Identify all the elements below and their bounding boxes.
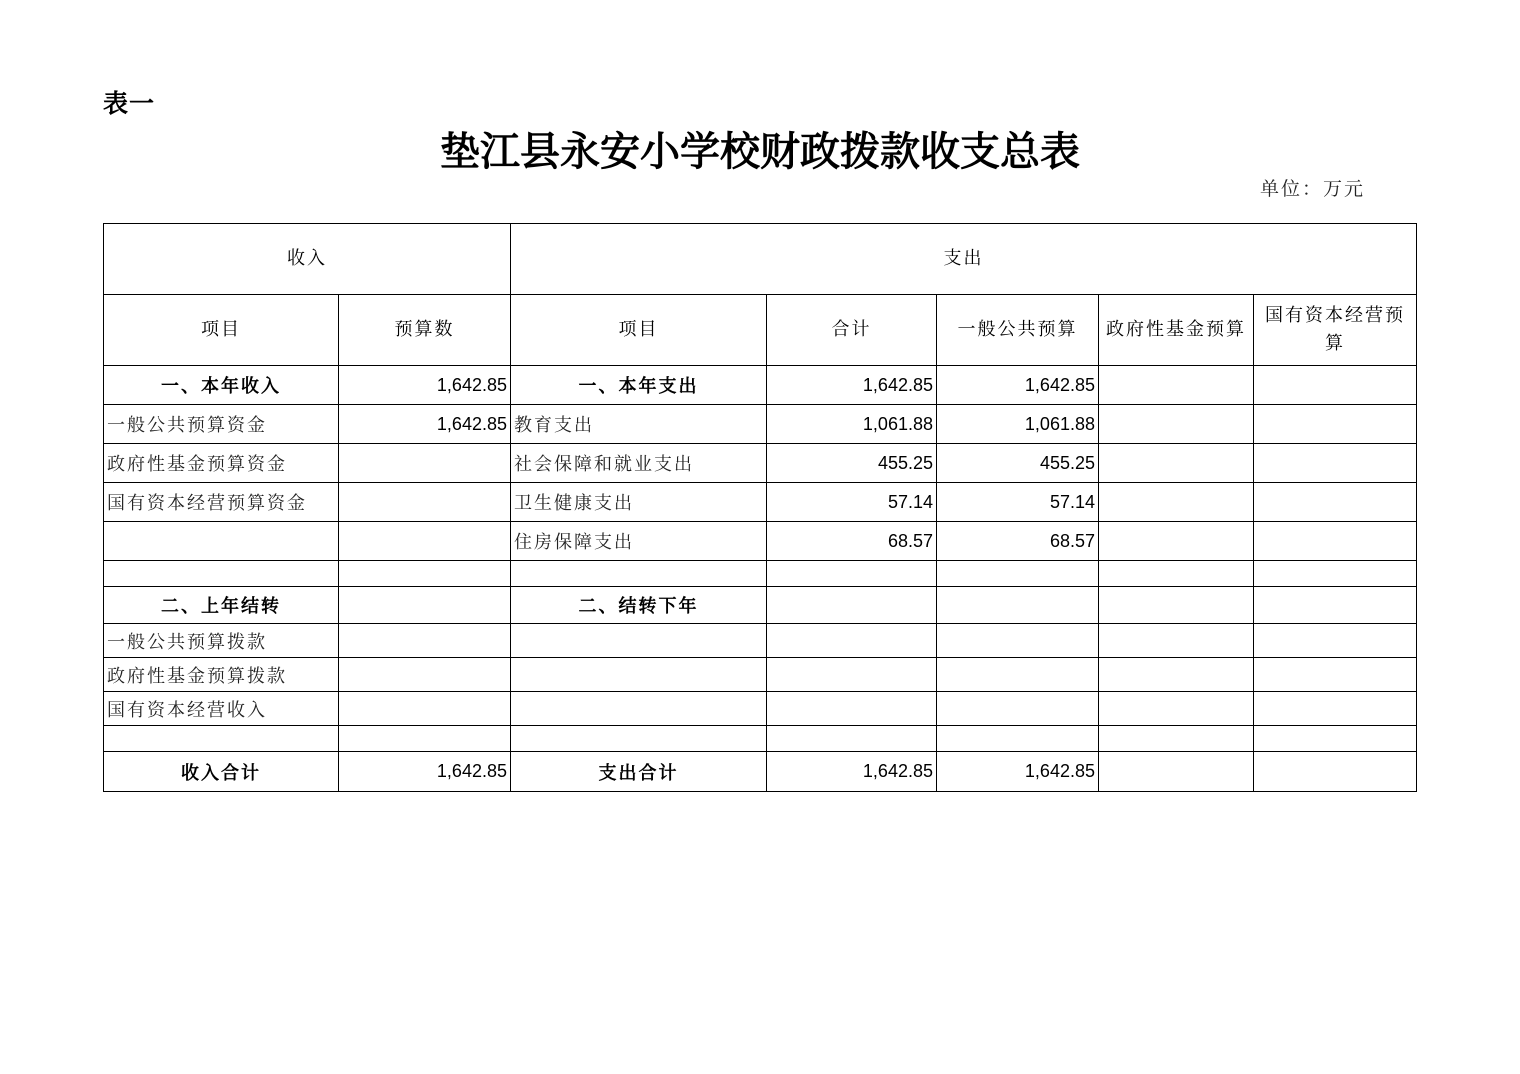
expense-capital xyxy=(1254,692,1417,726)
expense-capital xyxy=(1254,587,1417,624)
income-amount xyxy=(339,658,511,692)
income-item: 一、本年收入 xyxy=(104,366,339,405)
table-row xyxy=(104,483,1417,522)
expense-general: 57.14 xyxy=(937,483,1099,522)
expense-total: 1,642.85 xyxy=(767,366,937,405)
income-item xyxy=(104,522,339,561)
income-item xyxy=(104,726,339,752)
expense-total: 1,061.88 xyxy=(767,405,937,444)
income-item: 一般公共预算资金 xyxy=(104,405,339,444)
expense-capital xyxy=(1254,405,1417,444)
expense-general: 1,061.88 xyxy=(937,405,1099,444)
expense-fund-total xyxy=(1099,752,1254,792)
table-row xyxy=(104,444,1417,483)
expense-fund xyxy=(1099,561,1254,587)
expense-fund xyxy=(1099,658,1254,692)
gov-fund-header: 政府性基金预算 xyxy=(1099,295,1254,366)
income-total-amount: 1,642.85 xyxy=(339,752,511,792)
expense-header: 支出 xyxy=(511,224,1417,295)
income-total-label: 收入合计 xyxy=(104,752,339,792)
expense-fund xyxy=(1099,366,1254,405)
income-item xyxy=(104,561,339,587)
income-amount xyxy=(339,444,511,483)
header-row-columns xyxy=(104,295,1417,366)
table-row xyxy=(104,726,1417,752)
income-amount: 1,642.85 xyxy=(339,366,511,405)
expense-item xyxy=(511,726,767,752)
expense-item: 住房保障支出 xyxy=(511,522,767,561)
expense-capital-total xyxy=(1254,752,1417,792)
expense-total: 57.14 xyxy=(767,483,937,522)
expense-fund xyxy=(1099,692,1254,726)
expense-general xyxy=(937,561,1099,587)
expense-general: 68.57 xyxy=(937,522,1099,561)
income-amount xyxy=(339,561,511,587)
expense-capital xyxy=(1254,561,1417,587)
expense-general xyxy=(937,726,1099,752)
expense-general xyxy=(937,624,1099,658)
table-row xyxy=(104,366,1417,405)
totals-row xyxy=(104,752,1417,792)
expense-general xyxy=(937,587,1099,624)
expense-total-amount: 1,642.85 xyxy=(767,752,937,792)
expense-capital xyxy=(1254,726,1417,752)
income-amount xyxy=(339,483,511,522)
expense-general-total: 1,642.85 xyxy=(937,752,1099,792)
income-item: 国有资本经营预算资金 xyxy=(104,483,339,522)
expense-item xyxy=(511,658,767,692)
expense-general xyxy=(937,658,1099,692)
unit-label: 单位：万元 xyxy=(1260,178,1366,200)
income-amount xyxy=(339,522,511,561)
expense-total xyxy=(767,692,937,726)
budget-summary-table xyxy=(103,223,1417,792)
expense-fund xyxy=(1099,444,1254,483)
table-number: 表一 xyxy=(103,89,156,118)
income-amount xyxy=(339,692,511,726)
table-row xyxy=(104,658,1417,692)
expense-total xyxy=(767,561,937,587)
general-budget-header: 一般公共预算 xyxy=(937,295,1099,366)
table-row xyxy=(104,405,1417,444)
expense-capital xyxy=(1254,366,1417,405)
state-capital-header: 国有资本经营预算 xyxy=(1254,295,1417,366)
income-amount: 1,642.85 xyxy=(339,405,511,444)
header-row-top xyxy=(104,224,1417,295)
expense-item: 二、结转下年 xyxy=(511,587,767,624)
table-row xyxy=(104,587,1417,624)
expense-general: 1,642.85 xyxy=(937,366,1099,405)
expense-general xyxy=(937,692,1099,726)
expense-fund xyxy=(1099,726,1254,752)
expense-capital xyxy=(1254,483,1417,522)
expense-fund xyxy=(1099,624,1254,658)
expense-total xyxy=(767,624,937,658)
expense-capital xyxy=(1254,522,1417,561)
expense-total: 68.57 xyxy=(767,522,937,561)
expense-total: 455.25 xyxy=(767,444,937,483)
income-header: 收入 xyxy=(104,224,511,295)
expense-item xyxy=(511,624,767,658)
expense-item: 社会保障和就业支出 xyxy=(511,444,767,483)
income-item: 政府性基金预算资金 xyxy=(104,444,339,483)
income-item: 二、上年结转 xyxy=(104,587,339,624)
income-item: 一般公共预算拨款 xyxy=(104,624,339,658)
expense-capital xyxy=(1254,444,1417,483)
table-row xyxy=(104,692,1417,726)
income-item-header: 项目 xyxy=(104,295,339,366)
expense-total xyxy=(767,726,937,752)
expense-item: 教育支出 xyxy=(511,405,767,444)
expense-item xyxy=(511,561,767,587)
income-amount xyxy=(339,624,511,658)
expense-general: 455.25 xyxy=(937,444,1099,483)
income-amount xyxy=(339,726,511,752)
expense-item: 一、本年支出 xyxy=(511,366,767,405)
income-item: 国有资本经营收入 xyxy=(104,692,339,726)
expense-fund xyxy=(1099,483,1254,522)
table-row xyxy=(104,522,1417,561)
expense-total-header: 合计 xyxy=(767,295,937,366)
expense-total xyxy=(767,658,937,692)
expense-item xyxy=(511,692,767,726)
table-row xyxy=(104,624,1417,658)
income-budget-header: 预算数 xyxy=(339,295,511,366)
expense-total-label: 支出合计 xyxy=(511,752,767,792)
table-row xyxy=(104,561,1417,587)
income-item: 政府性基金预算拨款 xyxy=(104,658,339,692)
expense-item: 卫生健康支出 xyxy=(511,483,767,522)
expense-item-header: 项目 xyxy=(511,295,767,366)
expense-fund xyxy=(1099,587,1254,624)
expense-total xyxy=(767,587,937,624)
document-title: 垫江县永安小学校财政拨款收支总表 xyxy=(440,128,1080,175)
income-amount xyxy=(339,587,511,624)
expense-capital xyxy=(1254,624,1417,658)
expense-fund xyxy=(1099,522,1254,561)
expense-fund xyxy=(1099,405,1254,444)
expense-capital xyxy=(1254,658,1417,692)
